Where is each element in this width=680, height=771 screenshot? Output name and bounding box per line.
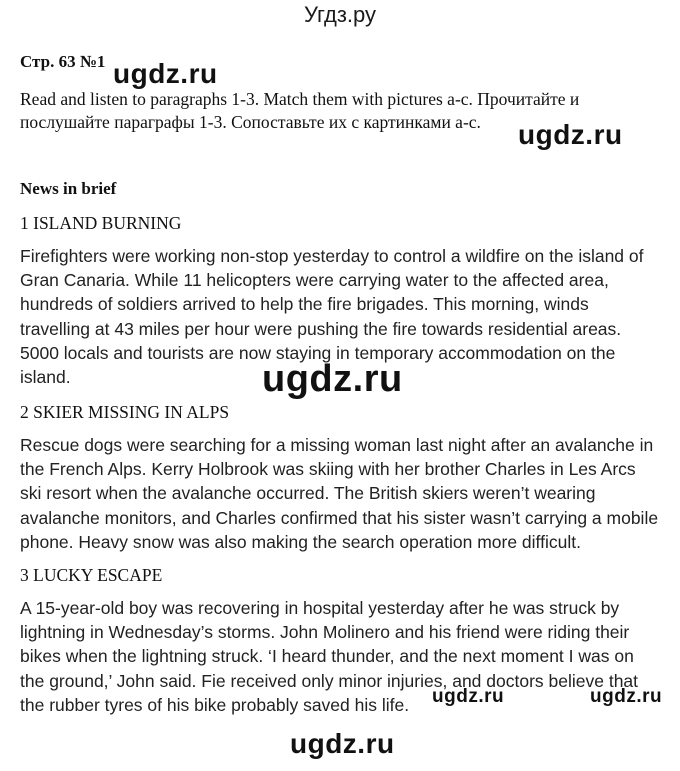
article-line: travelling at 43 miles per hour were pushing the fire towards residential areas. [20, 318, 622, 339]
instruction-line: Read and listen to paragraphs 1-3. Match them with pictures a-c. Прочитайте и [20, 89, 580, 109]
article-line: Firefighters were working non-stop yesterday to control a wildfire on the island of [20, 246, 644, 266]
watermark: ugdz.ru [113, 58, 218, 89]
article-line: Rescue dogs were searching for a missing woman last night after an avalanche in [20, 435, 654, 455]
article-title-1: 1 ISLAND BURNING [20, 213, 182, 233]
article-line: A 15-year-old boy was recovering in hospital yesterday after he was struck by [20, 598, 620, 618]
article-line: the ground,’ John said. Fie received only minor injuries, and doctors believe that [20, 670, 639, 691]
article-title-3: 3 LUCKY ESCAPE [20, 565, 163, 585]
article-line: bikes when the lightning struck. ‘I heard thunder, and the next moment I was on [20, 646, 634, 667]
article-line: avalanche monitors, and Charles confirmed that his sister wasn’t carrying a mobile [20, 507, 659, 528]
page-reference: Стр. 63 №1 [20, 52, 106, 71]
news-heading: News in brief [20, 179, 117, 198]
article-line: island. [20, 367, 71, 388]
watermark: ugdz.ru [432, 686, 505, 707]
watermark: ugdz.ru [262, 358, 403, 400]
article-line: hundreds of soldiers arrived to help the fire brigades. This morning, winds [20, 294, 589, 315]
article-line: phone. Heavy snow was also making the search operation more difficult. [20, 531, 581, 552]
article-body-3 [20, 596, 670, 717]
instruction-line: послушайте параграфы 1-3. Сопоставьте их с картинками a-c. [20, 112, 481, 132]
article-line: lightning in Wednesday’s storms. John Molinero and his friend were riding their [20, 622, 630, 643]
article-line: 5000 locals and tourists are now staying in temporary accommodation on the [20, 342, 616, 363]
article-line: the French Alps. Kerry Holbrook was skiing with her brother Charles in Les Arcs [20, 459, 636, 480]
article-line: ski resort when the avalanche occurred. The British skiers weren’t wearing [20, 483, 596, 504]
article-line: the rubber tyres of his bike probably saved his life. [20, 694, 410, 715]
watermark: ugdz.ru [590, 686, 663, 707]
article-title-2: 2 SKIER MISSING IN ALPS [20, 402, 230, 422]
article-line: Gran Canaria. While 11 helicopters were carrying water to the affected area, [20, 270, 609, 291]
article-body-2 [20, 433, 670, 554]
site-title: Угдз.ру [303, 2, 377, 27]
watermark: ugdz.ru [290, 728, 395, 759]
watermark: ugdz.ru [518, 119, 623, 150]
